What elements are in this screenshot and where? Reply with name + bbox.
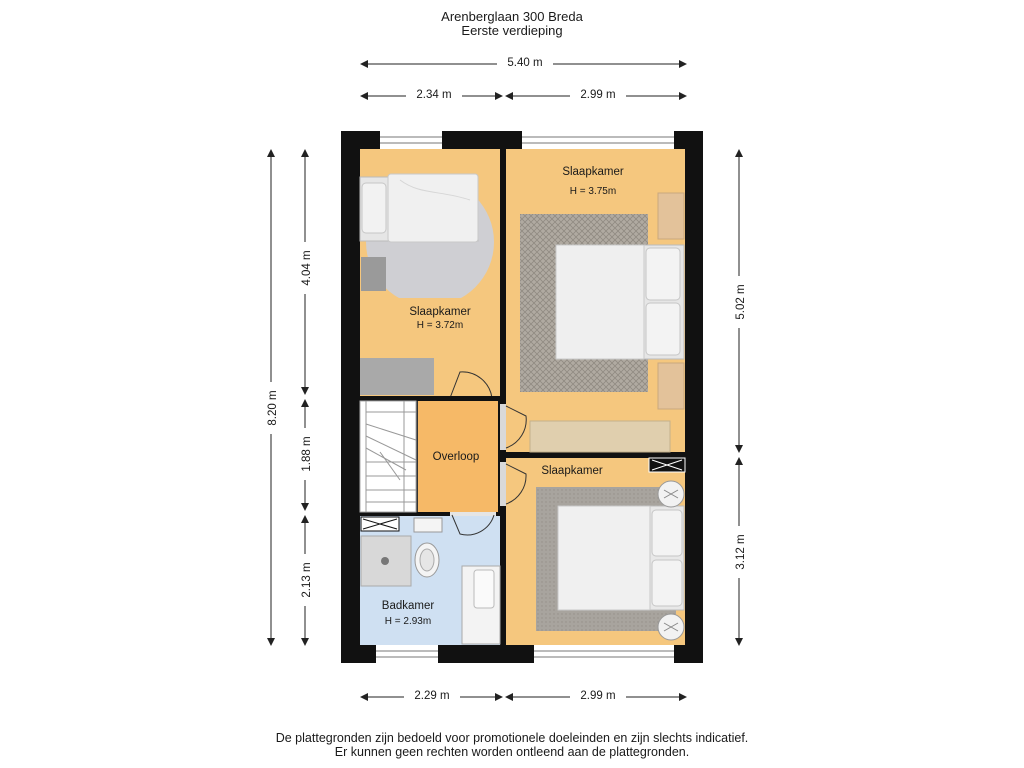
dim-top-right: 2.99 m xyxy=(570,89,626,101)
wall-landing-top xyxy=(360,396,500,401)
wall-center xyxy=(500,149,506,645)
room-height: H = 3.72m xyxy=(416,320,464,331)
disclaimer-line-1: De plattegronden zijn bedoeld voor promotionele doeleinden en zijn slechts indicatief. xyxy=(275,731,749,745)
desk-left xyxy=(360,358,434,395)
plan-floor-name: Eerste verdieping xyxy=(461,23,563,38)
room-label-bathroom xyxy=(358,599,458,629)
radiator-bathroom xyxy=(361,517,399,531)
lamp-bottom-right-2 xyxy=(658,614,684,640)
window-top-left xyxy=(380,131,442,149)
room-height: H = 3.75m xyxy=(569,186,617,197)
dim-bottom-right: 2.99 m xyxy=(570,690,626,702)
room-name: Slaapkamer xyxy=(541,465,603,477)
dim-left-bottom: 2.13 m xyxy=(301,554,313,606)
single-bed xyxy=(360,174,478,242)
nightstand-top-right-1 xyxy=(658,193,684,239)
window-bottom-right xyxy=(534,645,674,663)
room-name: Overloop xyxy=(432,451,480,463)
shower-drain-icon xyxy=(381,557,389,565)
room-name: Slaapkamer xyxy=(562,166,624,178)
room-height: H = 2.93m xyxy=(384,616,432,627)
dim-top-left: 2.34 m xyxy=(406,89,462,101)
window-bottom-left xyxy=(376,645,438,663)
room-label-landing xyxy=(418,450,494,464)
plan-address: Arenberglaan 300 Breda xyxy=(441,9,583,24)
room-label-bedroom-left xyxy=(390,305,490,333)
room-name: Badkamer xyxy=(381,600,435,612)
double-bed-bottom-right xyxy=(558,506,684,610)
radiator-right xyxy=(649,458,685,472)
double-bed-top-right xyxy=(556,245,684,359)
disclaimer-line-2: Er kunnen geen rechten worden ontleend aan de plattegronden. xyxy=(334,745,690,759)
dim-top-total: 5.40 m xyxy=(497,57,553,69)
wall-right-middle xyxy=(506,452,685,458)
nightstand-left xyxy=(361,257,386,291)
room-label-bedroom-bottom-right xyxy=(522,464,622,478)
nightstand-top-right-2 xyxy=(658,363,684,409)
dim-left-top: 4.04 m xyxy=(301,242,313,294)
room-label-bedroom-top-right xyxy=(543,165,643,199)
window-top-right xyxy=(522,131,674,149)
dim-right-top: 5.02 m xyxy=(735,276,747,328)
dim-left-middle: 1.88 m xyxy=(301,428,313,480)
dim-left-total: 8.20 m xyxy=(267,382,279,434)
dim-bottom-left: 2.29 m xyxy=(404,690,460,702)
room-name: Slaapkamer xyxy=(409,306,471,318)
dim-right-bottom: 3.12 m xyxy=(735,526,747,578)
wardrobe-top-right xyxy=(530,421,670,452)
lamp-bottom-right-1 xyxy=(658,481,684,507)
staircase xyxy=(360,401,416,512)
